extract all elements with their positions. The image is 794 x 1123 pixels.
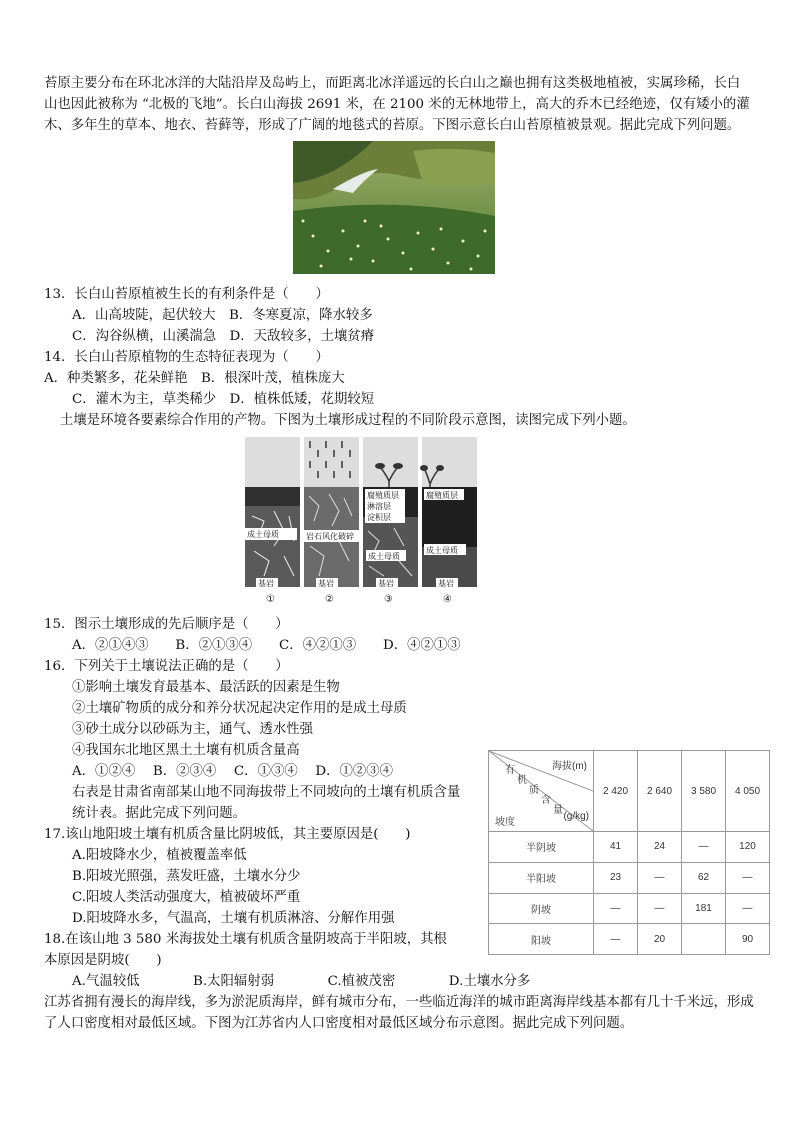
header-slope: 坡度 xyxy=(495,817,515,828)
table-row xyxy=(489,924,770,955)
label-eluvial-3: 淋溶层 xyxy=(367,502,391,511)
value-cell: 24 xyxy=(638,832,682,863)
header-organic-char: 质 xyxy=(529,785,539,796)
q15-stem: 15．图示土壤形成的先后顺序是（ ） xyxy=(44,617,289,632)
intro-table: 右表是甘肃省南部某山地不同海拔带上不同坡向的土壤有机质含量统计表。据此完成下列问题。 xyxy=(72,785,461,821)
value-cell: 23 xyxy=(594,862,638,893)
table-diagonal-header xyxy=(489,751,594,832)
value-cell: — xyxy=(726,893,770,924)
organic-matter-table xyxy=(488,750,770,955)
header-organic-char: 机 xyxy=(517,775,527,786)
soil-formation-diagram xyxy=(244,436,480,608)
slope-cell: 阳坡 xyxy=(489,924,594,955)
table-row xyxy=(489,832,770,863)
value-cell: 62 xyxy=(682,862,726,893)
tundra-landscape-photo xyxy=(293,141,495,274)
value-cell: 20 xyxy=(638,924,682,955)
q17-stem: 17.该山地阳坡土壤有机质含量比阴坡低，其主要原因是( ) xyxy=(44,827,411,842)
q14-stem: 14．长白山苔原植物的生态特征表现为（ ） xyxy=(44,350,329,365)
q13-stem: 13．长白山苔原植被生长的有利条件是（ ） xyxy=(44,287,329,302)
panel-number-2: ② xyxy=(325,594,334,605)
panel-number-1: ① xyxy=(266,594,275,605)
header-altitude-value: 2 420 xyxy=(594,751,638,832)
header-altitude: 海拔(m) xyxy=(552,761,587,772)
label-bedrock-1: 基岩 xyxy=(258,579,274,588)
value-cell: — xyxy=(682,832,726,863)
value-cell: 90 xyxy=(726,924,770,955)
q17-option-c: C.阳坡人类活动强度大，植被破坏严重 xyxy=(72,890,301,905)
q13-options-line2: C．沟谷纵横，山溪湍急 D．天敌较多，土壤贫瘠 xyxy=(72,329,375,344)
header-organic-char: 量 xyxy=(553,805,563,816)
label-parent-material-3: 成土母质 xyxy=(368,552,400,561)
panel-number-4: ④ xyxy=(443,594,452,605)
header-organic-char: 有 xyxy=(505,765,515,776)
slope-cell: 半阳坡 xyxy=(489,862,594,893)
soil-panel-4 xyxy=(420,437,477,588)
table-row xyxy=(489,893,770,924)
q17-option-a: A.阳坡降水少，植被覆盖率低 xyxy=(72,848,247,863)
label-bedrock-2: 基岩 xyxy=(318,579,334,588)
q17-option-b: B.阳坡光照强，蒸发旺盛，土壤水分少 xyxy=(72,869,301,884)
q18-stem-line2: 本原因是阴坡( ) xyxy=(44,953,162,968)
label-bedrock-3: 基岩 xyxy=(378,579,394,588)
label-parent-material-4: 成土母质 xyxy=(426,546,458,555)
q16-stem: 16．下列关于土壤说法正确的是（ ） xyxy=(44,659,289,674)
q16-statement-4: ④我国东北地区黑土土壤有机质含量高 xyxy=(72,743,300,758)
label-humus-4: 腐殖质层 xyxy=(426,491,458,500)
value-cell: — xyxy=(638,862,682,893)
intro-tundra-paragraph: 苔原主要分布在环北冰洋的大陆沿岸及岛屿上，而距离北冰洋遥远的长白山之巅也拥有这类极地植被，实属珍稀，长白山也因此被称为 “北极的飞地”。长白山海拔 2691 米，在 2100 米的无林地带上，高大的乔木已经绝迹，仅有矮小的灌木、多年生的草本、地衣、苔藓等，形成了广阔的地毯式的苔原。下图示意长白山苔原植被景观。据此完成下列问题。 xyxy=(44,76,750,133)
label-rock-weathering: 岩石风化破碎 xyxy=(306,532,354,541)
value-cell: 181 xyxy=(682,893,726,924)
q18-options: A.气温较低 B.太阳辐射弱 C.植被茂密 D.土壤水分多 xyxy=(72,974,531,989)
header-organic-char: 含 xyxy=(541,795,551,806)
label-humus-3: 腐殖质层 xyxy=(367,491,399,500)
q16-statement-2: ②土壤矿物质的成分和养分状况起决定作用的是成土母质 xyxy=(72,701,407,716)
intro-jiangsu: 江苏省拥有漫长的海岸线，多为淤泥质海岸，鲜有城市分布，一些临近海洋的城市距离海岸线基本都有几十千米远，形成了人口密度相对最低区域。下图为江苏省内人口密度相对最低区域分布示意图。据此完成下列问题。 xyxy=(44,995,754,1031)
value-cell: — xyxy=(726,862,770,893)
q16-statement-3: ③砂土成分以砂砾为主，通气、透水性强 xyxy=(72,722,314,737)
header-altitude-value: 2 640 xyxy=(638,751,682,832)
value-cell xyxy=(682,924,726,955)
q17-option-d: D.阳坡降水多，气温高，土壤有机质淋溶、分解作用强 xyxy=(72,911,395,926)
header-unit: (g/kg) xyxy=(563,811,589,822)
soil-panel-2 xyxy=(304,437,359,588)
q14-options-line1: A．种类繁多，花朵鲜艳 B．根深叶茂，植株庞大 xyxy=(44,371,345,386)
q13-options-line1: A．山高坡陡，起伏较大 B．冬寒夏凉，降水较多 xyxy=(72,308,373,323)
label-bedrock-4: 基岩 xyxy=(438,579,454,588)
header-altitude-value: 4 050 xyxy=(726,751,770,832)
q18-stem-line1: 18.在该山地 3 580 米海拔处土壤有机质含量阴坡高于半阳坡，其根 xyxy=(44,932,447,947)
q14-options-line2: C．灌木为主，草类稀少 D．植株低矮，花期较短 xyxy=(72,392,375,407)
q16-options: A．①②④ B．②③④ C．①③④ D．①②③④ xyxy=(72,764,394,779)
value-cell: — xyxy=(594,893,638,924)
value-cell: 120 xyxy=(726,832,770,863)
value-cell: — xyxy=(638,893,682,924)
panel-number-3: ③ xyxy=(384,594,393,605)
soil-panel-3 xyxy=(363,437,418,588)
table-row xyxy=(489,862,770,893)
label-parent-material-1: 成土母质 xyxy=(247,530,279,539)
intro-soil: 土壤是环境各要素综合作用的产物。下图为土壤形成过程的不同阶段示意图，读图完成下列小题。 xyxy=(60,413,636,428)
slope-cell: 阴坡 xyxy=(489,893,594,924)
slope-cell: 半阴坡 xyxy=(489,832,594,863)
value-cell: 41 xyxy=(594,832,638,863)
label-illuvial-3: 淀积层 xyxy=(367,513,391,522)
soil-panel-1 xyxy=(245,437,300,588)
q16-statement-1: ①影响土壤发育最基本、最活跃的因素是生物 xyxy=(72,680,340,695)
value-cell: — xyxy=(594,924,638,955)
header-altitude-value: 3 580 xyxy=(682,751,726,832)
q15-options: A．②①④③ B．②①③④ C．④②①③ D．④②①③ xyxy=(72,638,461,653)
